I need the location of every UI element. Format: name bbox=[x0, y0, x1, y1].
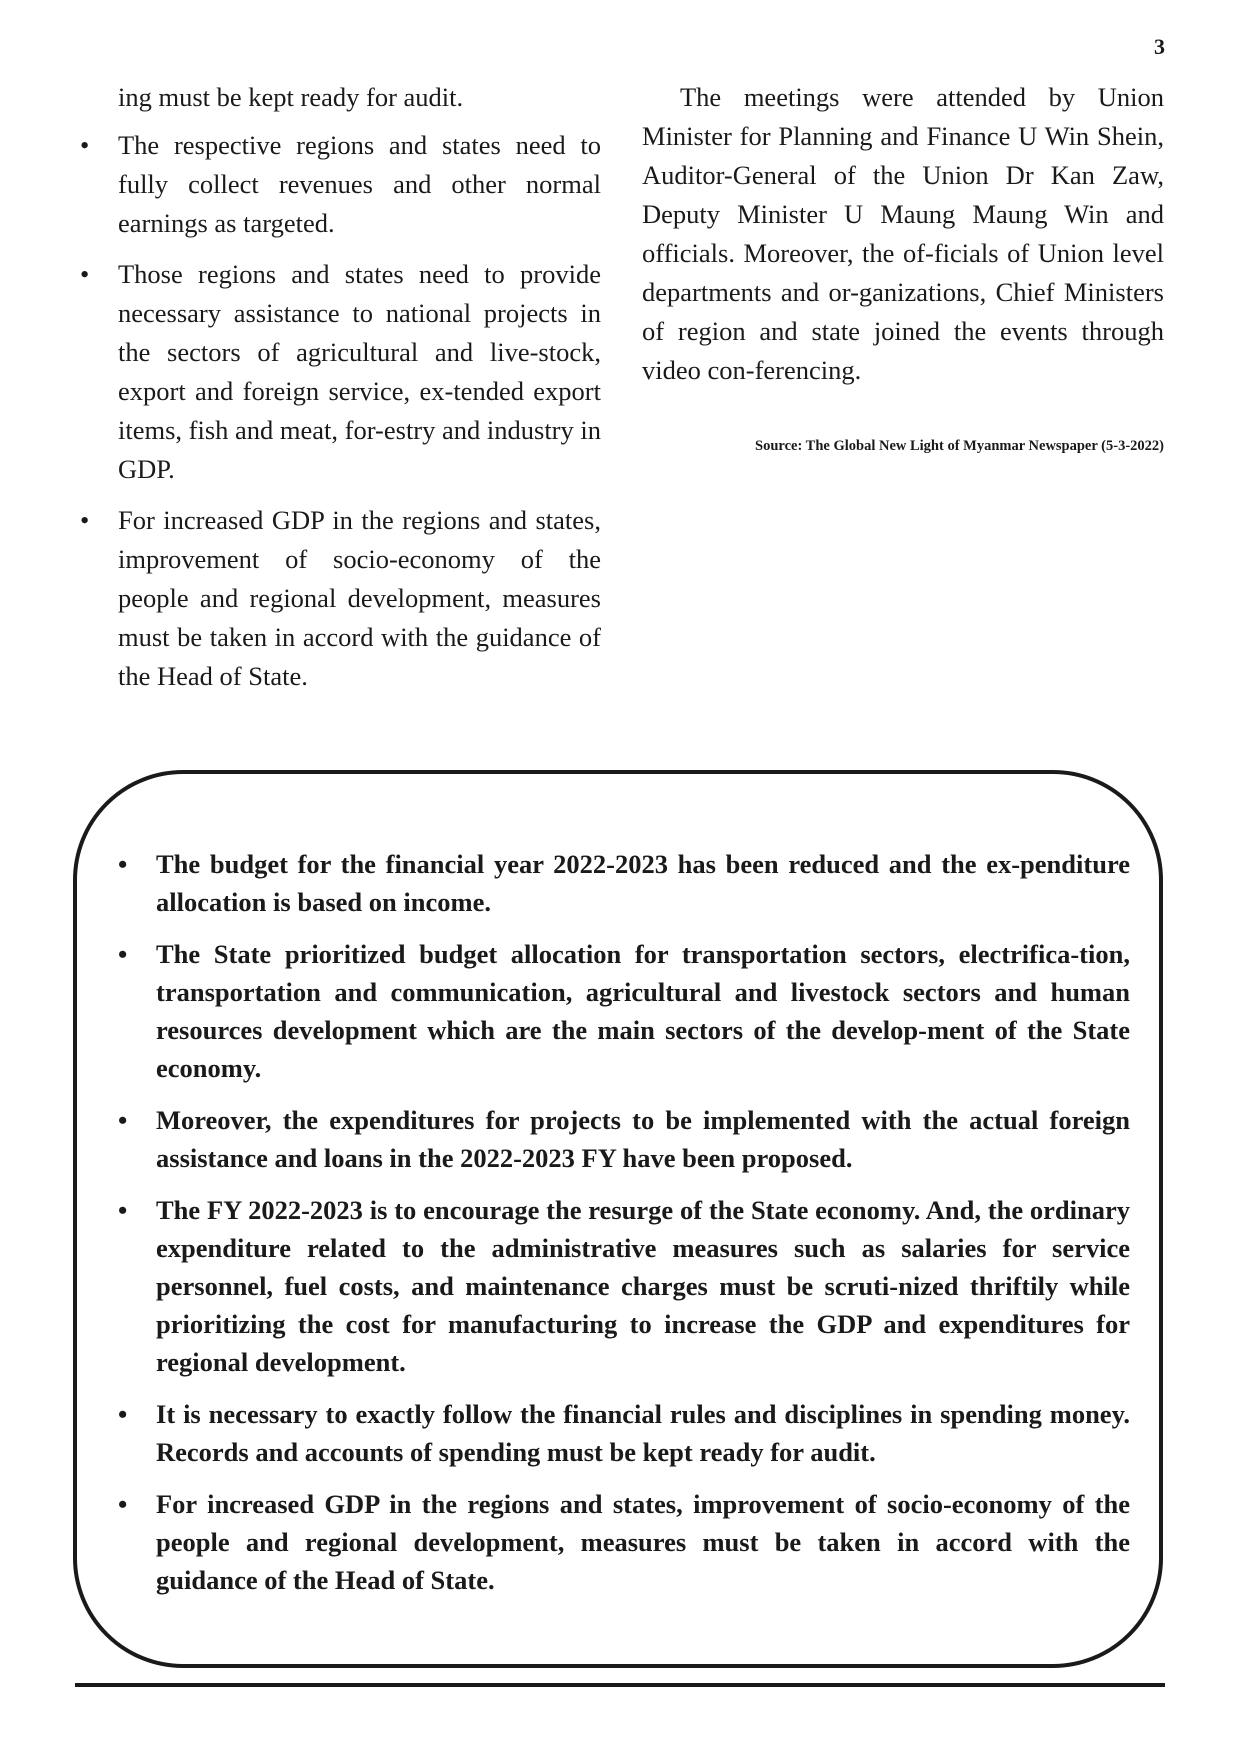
bullet-icon: • bbox=[118, 939, 128, 969]
list-item-text: For increased GDP in the regions and states, improvement of socio-economy of the people and regional development, measures must be taken in accord with the guidance of the Head of State. bbox=[118, 505, 601, 691]
list-item bbox=[75, 501, 601, 696]
source-citation: Source: The Global New Light of Myanmar Newspaper (5-3-2022) bbox=[755, 438, 1164, 454]
list-item bbox=[75, 126, 601, 243]
bullet-icon: • bbox=[118, 849, 128, 879]
list-item bbox=[112, 1101, 1130, 1177]
meeting-paragraph: The meetings were attended by Union Minister for Planning and Finance U Win Shein, Auditor-General of the Union Dr Kan Zaw, Deputy Minister U Maung Maung Win and officials. Moreover, the of-ficials of Union level departments and or-ganizations, Chief Ministers of region and state joined the events through video con-ferencing. bbox=[642, 82, 1164, 385]
list-item bbox=[112, 1395, 1130, 1471]
list-item-text: Moreover, the expenditures for projects to be implemented with the actual foreign assistance and loans in the 2022-2023 FY have been proposed. bbox=[156, 1105, 1130, 1173]
bullet-icon: • bbox=[118, 1399, 128, 1429]
list-item-text: The FY 2022-2023 is to encourage the resurge of the State economy. And, the ordinary expenditure related to the administrative measures such as salaries for service personnel, fuel costs, and maintenance charges must be scruti-nized thriftily while prioritizing the cost for manufacturing to increase the GDP and expenditures for regional development. bbox=[156, 1195, 1130, 1377]
bullet-icon: • bbox=[80, 259, 90, 289]
bullet-icon: • bbox=[80, 505, 90, 535]
list-item bbox=[112, 1191, 1130, 1381]
list-item-text: The budget for the financial year 2022-2023 has been reduced and the ex-penditure allocation is based on income. bbox=[156, 849, 1130, 917]
left-column bbox=[75, 78, 601, 708]
continued-text: ing must be kept ready for audit. bbox=[118, 82, 464, 112]
list-item-text: For increased GDP in the regions and states, improvement of socio-economy of the people and regional development, measures must be taken in accord with the guidance of the Head of State. bbox=[156, 1489, 1130, 1595]
bottom-rule bbox=[75, 1683, 1165, 1687]
page-number: 3 bbox=[1154, 34, 1165, 59]
list-item bbox=[112, 935, 1130, 1087]
list-item-text: Those regions and states need to provide necessary assistance to national projects in the sectors of agricultural and live-stock, export and foreign service, ex-tended export items, fish and meat, for-estry and industry in GDP. bbox=[118, 259, 601, 484]
bullet-icon: • bbox=[118, 1489, 128, 1519]
left-bullet-list bbox=[75, 126, 601, 696]
bullet-icon: • bbox=[118, 1195, 128, 1225]
right-column bbox=[642, 78, 1164, 456]
list-item bbox=[75, 255, 601, 489]
list-item bbox=[112, 1485, 1130, 1599]
summary-bullet-list bbox=[112, 845, 1130, 1613]
bullet-icon: • bbox=[80, 130, 90, 160]
list-item-text: The respective regions and states need to fully collect revenues and other normal earnings as targeted. bbox=[118, 130, 601, 238]
list-item-text: It is necessary to exactly follow the financial rules and disciplines in spending money. Records and accounts of spending must be kept ready for audit. bbox=[156, 1399, 1130, 1467]
bullet-icon: • bbox=[118, 1105, 128, 1135]
list-item-text: The State prioritized budget allocation for transportation sectors, electrifica-tion, transportation and communication, agricultural and livestock sectors and human resources development which are the main sectors of the develop-ment of the State economy. bbox=[156, 939, 1130, 1083]
list-item bbox=[112, 845, 1130, 921]
